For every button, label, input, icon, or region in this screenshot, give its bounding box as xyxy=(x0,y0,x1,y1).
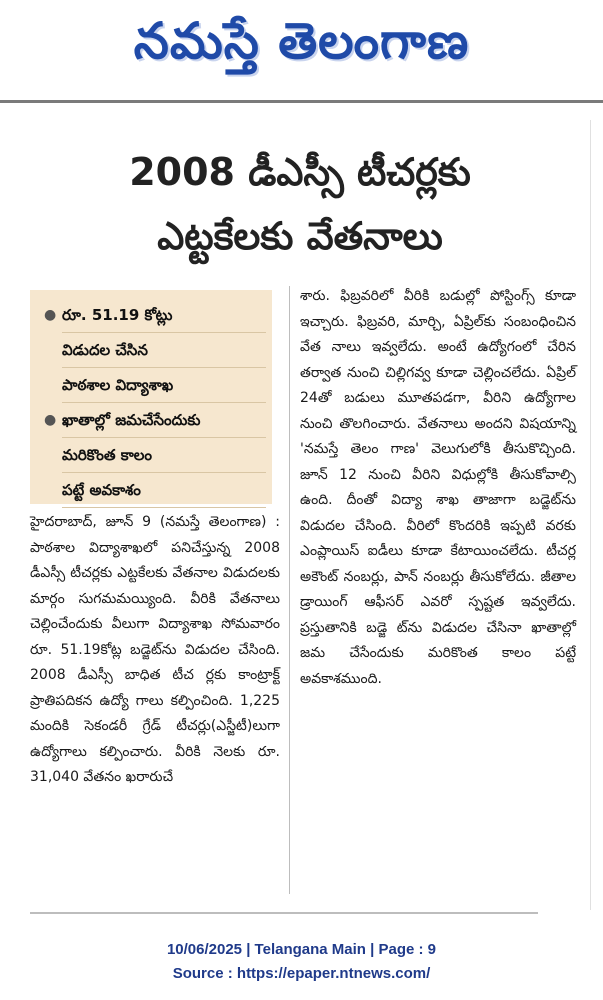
highlight-item xyxy=(44,298,266,403)
bullet-icon: ● xyxy=(44,412,57,428)
footer xyxy=(0,938,603,986)
highlight-line: ఖాతాల్లో జమచేసేందుకు xyxy=(62,403,266,438)
footer-date-edition: 10/06/2025 | Telangana Main | Page : 9 xyxy=(166,941,437,958)
highlight-line: పట్టే అవకాశం xyxy=(62,473,266,508)
column-divider xyxy=(289,286,290,894)
highlight-line: రూ. 51.19 కోట్లు xyxy=(62,298,266,333)
article-headline xyxy=(20,140,580,268)
highlight-line: మరికొంత కాలం xyxy=(62,438,266,473)
article-right-column: శారు. ఫిబ్రవరిలో వీరికి బడుల్లో పోస్టింగ్స్ కూడా ఇచ్చారు. ఫిబ్రవరి, మార్చి, ఏప్రిల్‌కు సంబంధించిన వేత నాలు ఇవ్వలేదు. అంటే ఉద్యోగంలో చేరిన తర్వాత నుంచి చిల్లిగవ్వ కూడా చెల్లించలేదు. ఏప్రిల్ 24తో బడులు మూతపడగా, వీరిని ఉద్యోగాల నుంచి తొలగించారు. వేతనాలు అందని విషయాన్ని 'నమస్తే తెలం గాణ' వెలుగులోకి తీసుకొచ్చింది. జూన్ 12 నుంచి వీరిని విధుల్లోకి తీసుకోవాల్సి ఉంది. దీంతో విద్యా శాఖ తాజాగా బడ్జెట్‌ను విడుదల చేసింది. వీరిలో కొందరికి ఇప్పటి వరకు ఎంప్లాయిస్ ఐడీలు కూడా కేటాయించలేదు. టీచర్ల అకౌంట్ నంబర్లు, పాన్ నంబర్లు తీసుకోలేదు. జీతాల డ్రాయింగ్ ఆఫీసర్ ఎవరో స్పష్టత ఇవ్వలేదు. ప్రస్తుతానికి బడ్జె ట్‌ను విడుదల చేసినా ఖాతాల్లో జమ చేసేందుకు మరికొంత కాలం పట్టే అవకాశముంది. xyxy=(300,288,576,687)
highlights-list xyxy=(30,290,272,508)
masthead xyxy=(0,0,603,84)
footer-source: Source : https://epaper.ntnews.com/ xyxy=(172,965,431,982)
highlights-box xyxy=(30,290,272,504)
newspaper-logo: నమస్తే తెలంగాణ xyxy=(133,12,470,70)
highlight-line: పాఠశాల విద్యాశాఖ xyxy=(62,368,266,403)
headline-line-1: 2008 డీఎస్సీ టీచర్లకు xyxy=(129,150,471,194)
highlight-line: విడుదల చేసిన xyxy=(62,333,266,368)
masthead-divider xyxy=(0,100,603,103)
article-left-column: హైదరాబాద్, జూన్ 9 (నమస్తే తెలంగాణ) : పాఠశాల విద్యాశాఖలో పనిచేస్తున్న 2008 డీఎస్సీ టీచర్లకు ఎట్టకేలకు వేతనాల విడుదలకు మార్గం సుగమమయ్యింది. వీరికి వేతనాలు చెల్లించేందుకు వీలుగా విద్యాశాఖ సోమవారం రూ. 51.19కోట్ల బడ్జెట్‌ను విడుదల చేసింది. 2008 డీఎస్సీ బాధిత టీచ ర్లకు కాంట్రాక్ట్ ప్రాతిపదికన ఉద్యో గాలు కల్పించింది. 1,225 మందికి సెకండరీ గ్రేడ్ టీచర్లు(ఎస్జీటీ)లుగా ఉద్యోగాలు కల్పించారు. వీరికి నెలకు రూ. 31,040 వేతనం ఖరారుచే xyxy=(30,514,280,785)
headline-line-2: ఎట్టకేలకు వేతనాలు xyxy=(157,214,443,258)
page-edge-rule xyxy=(590,120,591,910)
highlight-item xyxy=(44,403,266,508)
article-bottom-rule xyxy=(30,912,538,914)
bullet-icon: ● xyxy=(44,307,57,323)
